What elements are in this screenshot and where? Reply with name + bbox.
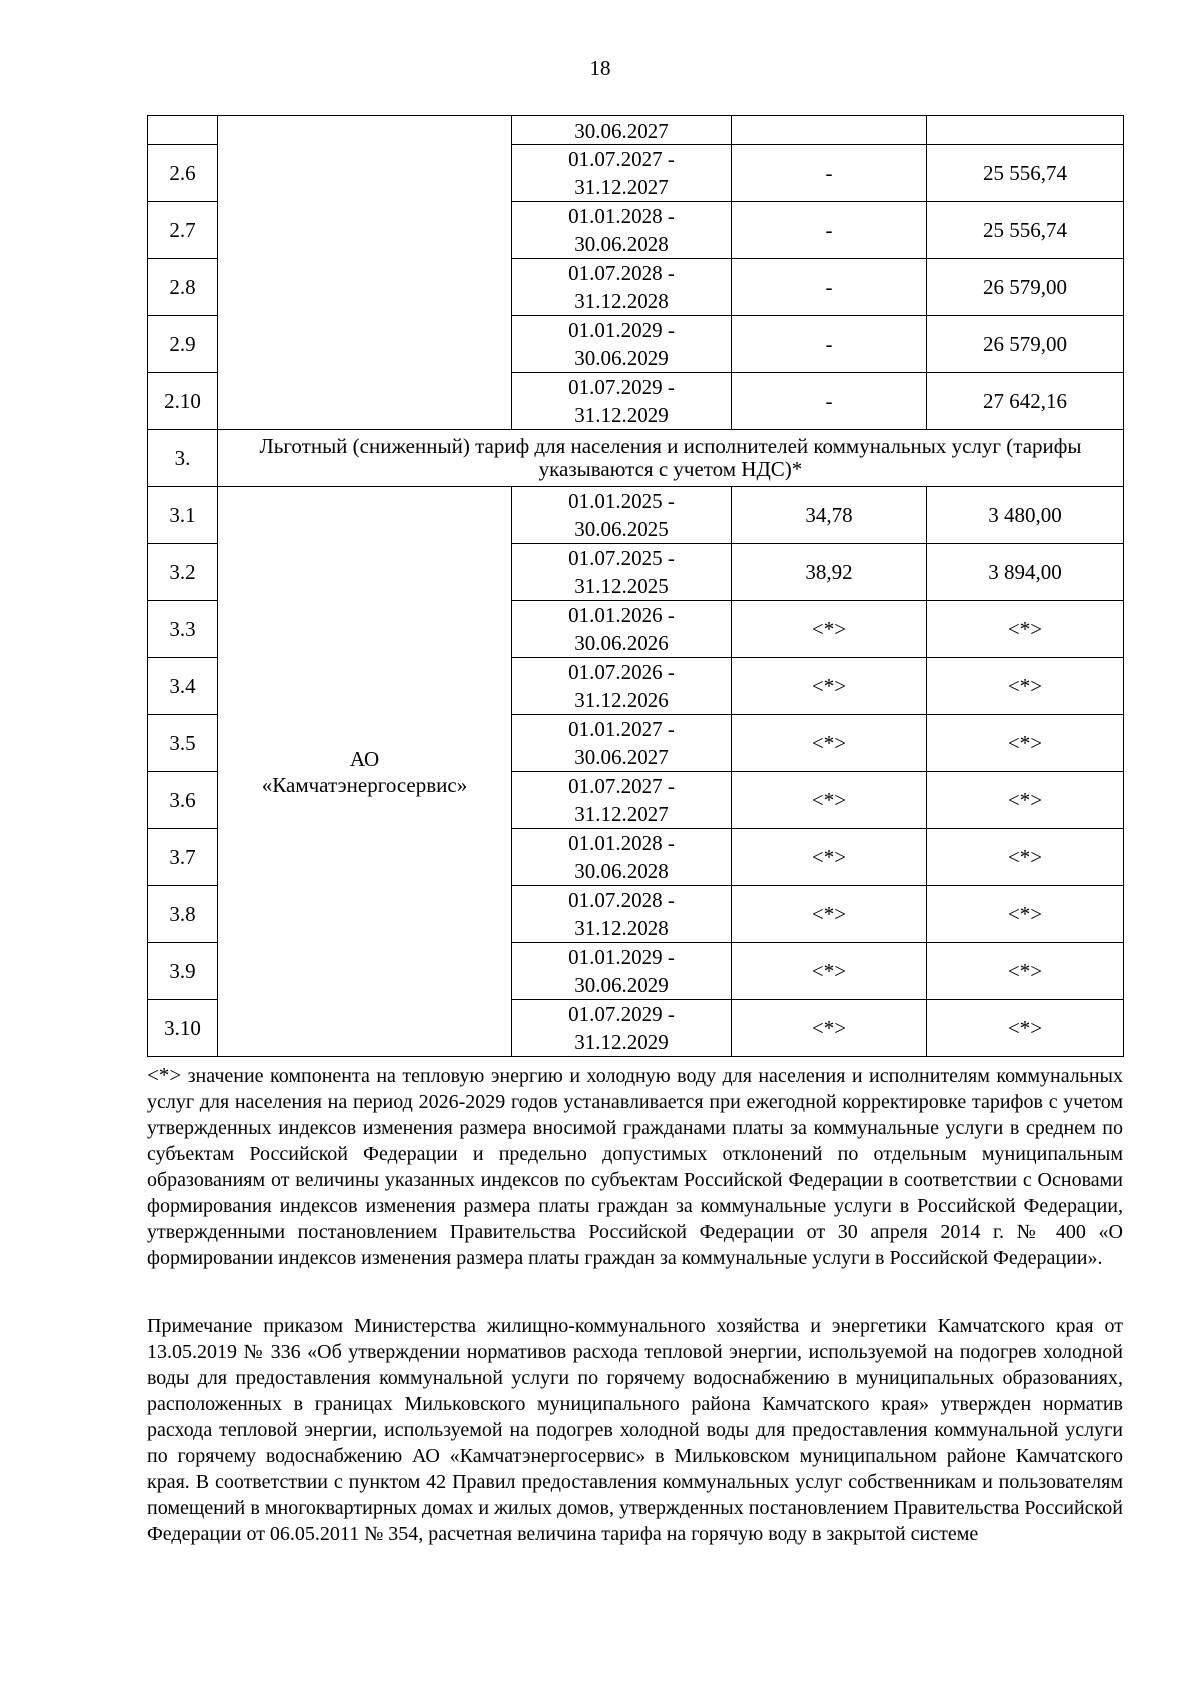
value-a-cell: <*> <box>732 658 927 715</box>
value-b-cell: 3 894,00 <box>927 544 1124 601</box>
footnote <box>147 1062 1123 1271</box>
row-number-cell: 3.5 <box>148 715 218 772</box>
row-number-cell: 3.1 <box>148 487 218 544</box>
period-start: 01.07.2027 - <box>568 147 675 171</box>
value-a-cell: - <box>732 202 927 259</box>
value-b-cell: <*> <box>927 829 1124 886</box>
value-a-cell: 38,92 <box>732 544 927 601</box>
period-cell <box>512 1000 732 1057</box>
value-b-cell: <*> <box>927 658 1124 715</box>
organization-type: АО <box>349 746 380 771</box>
period-start: 01.01.2028 - <box>568 831 675 855</box>
row-number-cell: 2.7 <box>148 202 218 259</box>
section-header-row <box>148 430 1124 487</box>
row-number-cell: 3.3 <box>148 601 218 658</box>
row-number-cell: 2.10 <box>148 373 218 430</box>
value-a-cell: - <box>732 145 927 202</box>
value-a-cell: <*> <box>732 601 927 658</box>
period-cell <box>512 487 732 544</box>
value-a-cell <box>732 116 927 145</box>
period-start: 01.07.2026 - <box>568 660 675 684</box>
period-cell <box>512 316 732 373</box>
table-row <box>148 487 1124 544</box>
value-a-cell: <*> <box>732 715 927 772</box>
page-number: 18 <box>589 56 611 80</box>
period-start: 01.07.2027 - <box>568 774 675 798</box>
period-cell <box>512 601 732 658</box>
footnote-text: значение компонента на тепловую энергию и холодную воду для населения и исполнителям коммунальных услуг для населения на период 2026-2029 годов устанавливается при ежегодной корректировке тарифов с учетом утвержденных индексов изменения размера вносимой гражданами платы за коммунальные услуги в среднем по субъектам Российской Федерации и предельно допустимых отклонений по отдельным муниципальным образованиям от величины указанных индексов по субъектам Российской Федерации в соответствии с Основами формирования индексов изменения размера платы граждан за коммунальные услуги в Российской Федерации, утвержденными постановлением Правительства Российской Федерации от 30 апреля 2014 г. № 400 «О формировании индексов изменения размера платы граждан за коммунальные услуги в Российской Федерации». <box>147 1065 1123 1269</box>
organization-name: «Камчатэнергосервис» <box>261 772 468 797</box>
period-start: 01.01.2029 - <box>568 945 675 969</box>
value-b-cell: 26 579,00 <box>927 316 1124 373</box>
period-end: 30.06.2029 <box>574 346 669 370</box>
row-number-cell: 2.8 <box>148 259 218 316</box>
value-a-cell: - <box>732 259 927 316</box>
table-row <box>148 116 1124 145</box>
value-b-cell: 3 480,00 <box>927 487 1124 544</box>
period-end: 31.12.2028 <box>574 916 669 940</box>
period-end: 30.06.2025 <box>574 517 669 541</box>
period-start: 01.07.2029 - <box>568 375 675 399</box>
period-cell <box>512 658 732 715</box>
value-a-cell: <*> <box>732 1000 927 1057</box>
section-number-cell: 3. <box>148 430 218 487</box>
value-b-cell: 25 556,74 <box>927 145 1124 202</box>
period-cell <box>512 829 732 886</box>
period-end: 31.12.2029 <box>574 1030 669 1054</box>
period-cell <box>512 943 732 1000</box>
value-a-cell: 34,78 <box>732 487 927 544</box>
period-cell <box>512 772 732 829</box>
row-number-cell: 3.7 <box>148 829 218 886</box>
period-cell <box>512 373 732 430</box>
row-number-cell: 3.2 <box>148 544 218 601</box>
value-b-cell <box>927 116 1124 145</box>
value-b-cell: <*> <box>927 943 1124 1000</box>
value-b-cell: 26 579,00 <box>927 259 1124 316</box>
row-number-cell <box>148 116 218 145</box>
period-start: 01.07.2025 - <box>568 546 675 570</box>
period-end: 30.06.2026 <box>574 631 669 655</box>
period-start: 01.01.2027 - <box>568 717 675 741</box>
period-cell <box>512 259 732 316</box>
period-start: 01.01.2025 - <box>568 489 675 513</box>
value-b-cell: 27 642,16 <box>927 373 1124 430</box>
value-a-cell: <*> <box>732 943 927 1000</box>
value-b-cell: <*> <box>927 715 1124 772</box>
tariff-table-body <box>148 116 1124 1057</box>
period-end: 31.12.2027 <box>574 802 669 826</box>
period-end: 30.06.2028 <box>574 232 669 256</box>
organization-cell-part2 <box>218 116 512 430</box>
period-start: 01.01.2026 - <box>568 603 675 627</box>
row-number-cell: 2.9 <box>148 316 218 373</box>
period-cell <box>512 202 732 259</box>
value-a-cell: - <box>732 373 927 430</box>
organization-cell <box>218 487 512 1057</box>
row-number-cell: 3.8 <box>148 886 218 943</box>
period-cell <box>512 544 732 601</box>
period-end: 31.12.2025 <box>574 574 669 598</box>
value-b-cell: <*> <box>927 772 1124 829</box>
row-number-cell: 3.6 <box>148 772 218 829</box>
period-end: 30.06.2028 <box>574 859 669 883</box>
row-number-cell: 2.6 <box>148 145 218 202</box>
value-b-cell: <*> <box>927 601 1124 658</box>
period-end: 30.06.2029 <box>574 973 669 997</box>
period-end: 31.12.2028 <box>574 289 669 313</box>
period-cell <box>512 715 732 772</box>
period-end: 31.12.2029 <box>574 403 669 427</box>
footnote-mark: <*> <box>147 1063 182 1087</box>
period-start: 01.07.2028 - <box>568 888 675 912</box>
value-a-cell: <*> <box>732 886 927 943</box>
value-b-cell: 25 556,74 <box>927 202 1124 259</box>
note-paragraph: Примечание приказом Министерства жилищно-коммунального хозяйства и энергетики Камчатского края от 13.05.2019 № 336 «Об утверждении нормативов расхода тепловой энергии, используемой на подогрев холодной воды для предоставления коммунальной услуги по горячему водоснабжению в муниципальных образованиях, расположенных в границах Мильковского муниципального района Камчатского края» утвержден норматив расхода тепловой энергии, используемой на подогрев холодной воды для предоставления коммунальной услуги по горячему водоснабжению АО «Камчатэнергосервис» в Мильковском муниципальном районе Камчатского края. В соответствии с пунктом 42 Правил предоставления коммунальных услуг собственникам и пользователям помещений в многоквартирных домах и жилых домов, утвержденных постановлением Правительства Российской Федерации от 06.05.2011 № 354, расчетная величина тарифа на горячую воду в закрытой системе <box>147 1315 1123 1545</box>
value-a-cell: <*> <box>732 829 927 886</box>
row-number-cell: 3.10 <box>148 1000 218 1057</box>
value-a-cell: <*> <box>732 772 927 829</box>
period-end: 31.12.2026 <box>574 688 669 712</box>
period-start: 01.07.2028 - <box>568 261 675 285</box>
period-end: 30.06.2027 <box>574 119 669 143</box>
period-start: 01.07.2029 - <box>568 1002 675 1026</box>
period-cell <box>512 886 732 943</box>
value-b-cell: <*> <box>927 1000 1124 1057</box>
period-cell <box>512 116 732 145</box>
period-end: 30.06.2027 <box>574 745 669 769</box>
row-number-cell: 3.9 <box>148 943 218 1000</box>
period-start: 01.01.2028 - <box>568 204 675 228</box>
period-start: 01.01.2029 - <box>568 318 675 342</box>
section-title-cell: Льготный (сниженный) тариф для населения и исполнителей коммунальных услуг (тарифы указываются с учетом НДС)* <box>218 430 1124 487</box>
value-a-cell: - <box>732 316 927 373</box>
value-b-cell: <*> <box>927 886 1124 943</box>
period-end: 31.12.2027 <box>574 175 669 199</box>
tariff-table <box>147 115 1124 1057</box>
row-number-cell: 3.4 <box>148 658 218 715</box>
period-cell <box>512 145 732 202</box>
